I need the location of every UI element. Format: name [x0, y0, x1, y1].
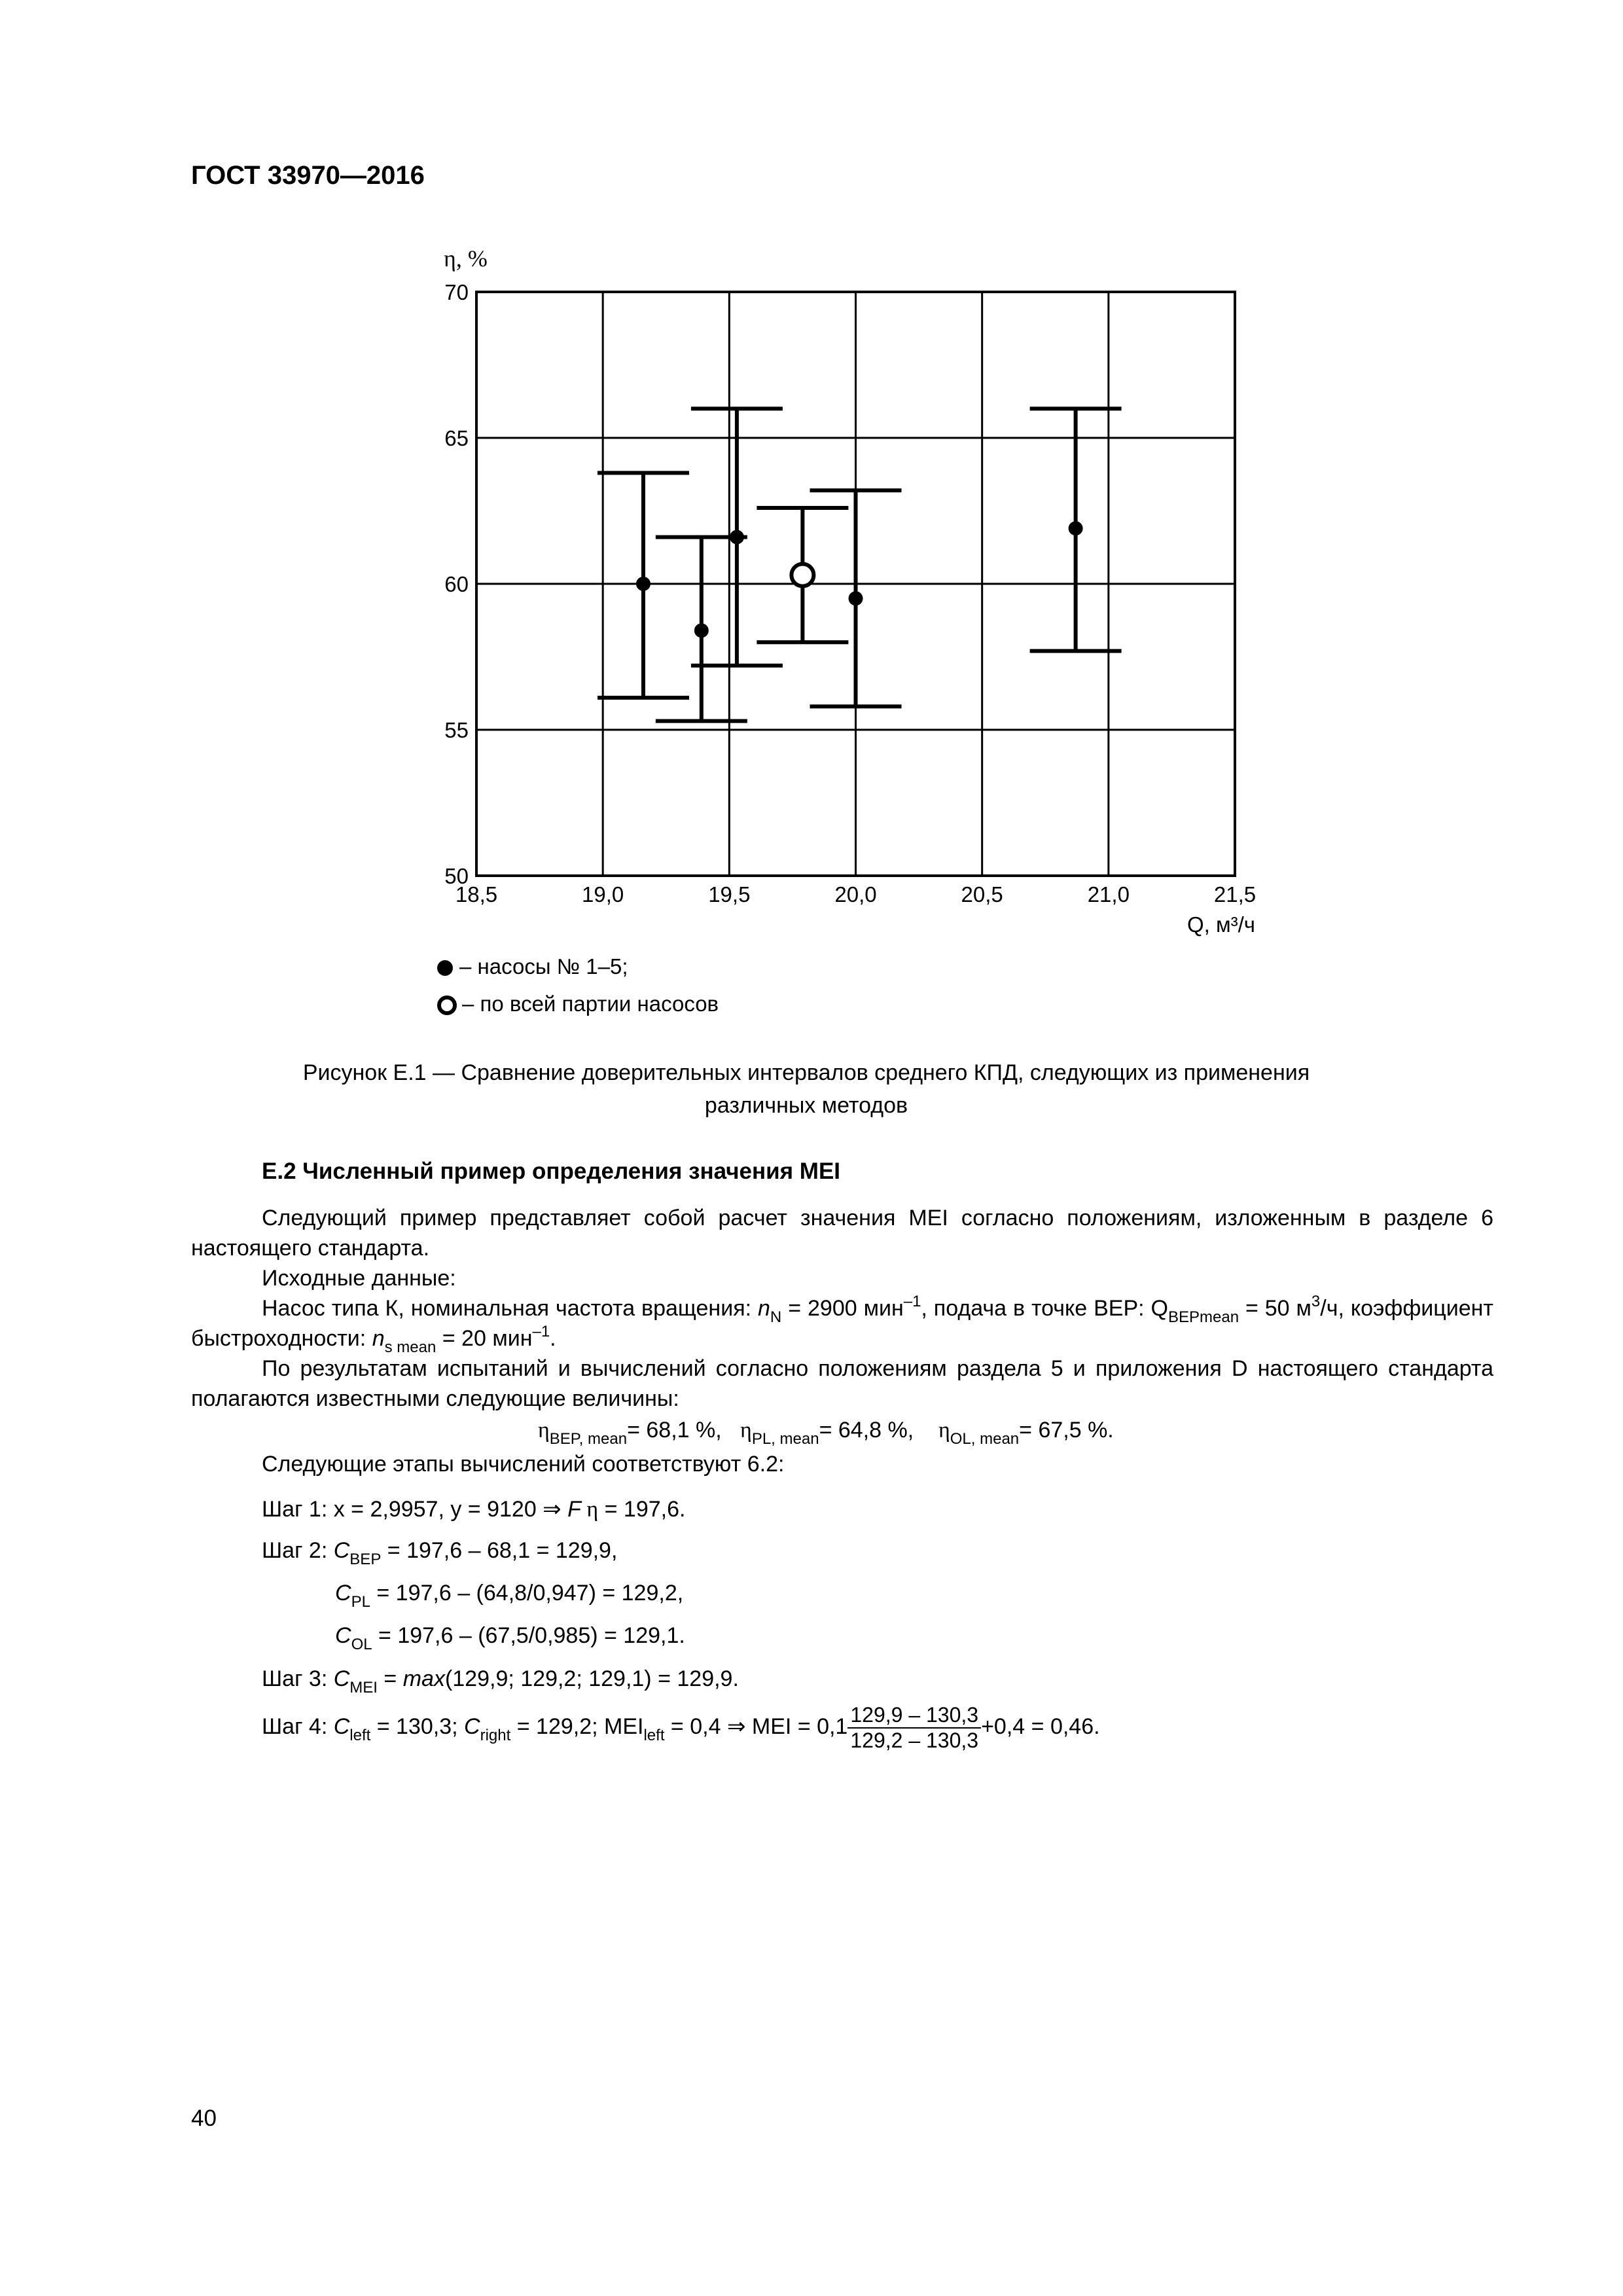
- chart-marks: [597, 408, 1122, 721]
- paragraph-input-data: Исходные данные:: [262, 1266, 456, 1291]
- paragraph-intro: Следующий пример представляет собой расчет значения MEI согласно положениям, изложенным в разделе 6 настоящего стандарта.: [191, 1206, 1493, 1261]
- x-tick-label: 18,5: [455, 882, 498, 906]
- mean-point-filled: [1069, 521, 1083, 535]
- x-axis-label: Q, м³/ч: [1186, 912, 1255, 937]
- y-tick-label: 70: [444, 280, 469, 304]
- section-title: Е.2 Численный пример определения значения MEI: [262, 1158, 841, 1184]
- step-4: Шаг 4: $C_{left} = 130,3$; $C_{right} = 129,2$; $MEI_{left} = 0,4$ ⇒ MEI = 0,1 $\frac{129,9 - 130,3}{129,2 - 130,3}$ +0,4 = 0,46.: [262, 1703, 1100, 1752]
- step-2: Шаг 2: $C_{BEP} = 197,6 - 68,1 = 129,9$,: [262, 1538, 618, 1568]
- step-3: Шаг 3: $C_{MEI} = \max(129,9$; 129,2; 129,1) = 129,9.: [262, 1666, 739, 1696]
- filled-circle-icon: [437, 960, 453, 976]
- caption-line-1: Рисунок Е.1 — Сравнение доверительных интервалов среднего КПД, следующих из применения: [302, 1060, 1310, 1085]
- caption-line-2: различных методов: [704, 1093, 908, 1118]
- y-tick-label: 65: [444, 426, 469, 450]
- y-axis-label: η, %: [444, 245, 488, 272]
- x-tick-label: 20,0: [834, 882, 877, 906]
- open-circle-icon: [437, 996, 457, 1015]
- x-tick-label: 19,5: [708, 882, 751, 906]
- y-tick-label: 60: [444, 572, 469, 596]
- mean-point-filled: [730, 530, 744, 545]
- legend-item-pumps: [437, 954, 628, 979]
- legend-label-batch: – по всей партии насосов: [462, 992, 719, 1016]
- paragraph-steps-intro: Следующие этапы вычислений соответствуют 6.2:: [262, 1452, 785, 1477]
- mean-point-filled: [636, 577, 651, 591]
- step-1: Шаг 1: x = 2,9957, y = 9120 ⇒ F η = 197,6.: [262, 1497, 686, 1522]
- mei-fraction: $\frac{129,9 - 130,3}{129,2 - 130,3}$: [847, 1703, 981, 1753]
- paragraph-known-values: По результатам испытаний и вычислений согласно положениям раздела 5 и приложения D настоящего стандарта полагаются известными следующие величины:: [191, 1356, 1493, 1411]
- y-tick-label: 50: [444, 864, 469, 888]
- mean-point-filled: [694, 623, 709, 637]
- chart-tick-labels: [444, 280, 1256, 906]
- x-tick-label: 21,5: [1213, 882, 1257, 906]
- step-2-pl: $C_{PL} = 197,6 - (64,8/0,947) = 129,2$,: [335, 1581, 684, 1611]
- x-tick-label: 19,0: [582, 882, 624, 906]
- mean-point-filled: [849, 591, 863, 605]
- document-header: ГОСТ 33970—2016: [191, 161, 425, 190]
- paragraph-pump-spec: Насос типа К, номинальная частота вращения: $n_N = 2900$ мин$^{-1}$, подача в точке BEP: $Q_{BEPmean} = 50$ $м^3/ч$, коэффициент быстроходности: $n_{s mean} = 20$ мин$^{-1}$.: [191, 1293, 1494, 1356]
- y-tick-label: 55: [444, 718, 469, 742]
- efficiency-values-equation: $\eta_{BEP, mean}= 68,1$ %, $\eta_{PL, mean}= 64,8$ %, $\eta_{OL, mean}= 67,5$ %.: [538, 1418, 1114, 1448]
- x-tick-label: 20,5: [961, 882, 1003, 906]
- legend-label-pumps: – насосы № 1–5;: [459, 954, 628, 978]
- figure-caption: [191, 1056, 1421, 1122]
- x-tick-label: 21,0: [1087, 882, 1130, 906]
- page-number: 40: [191, 2106, 217, 2131]
- step-2-ol: $C_{OL} = 197,6 - (67,5/0,985) = 129,1$.: [335, 1623, 685, 1653]
- mean-point-open: [791, 564, 813, 586]
- confidence-interval-chart: [0, 0, 1623, 1021]
- legend-item-batch: [437, 992, 719, 1016]
